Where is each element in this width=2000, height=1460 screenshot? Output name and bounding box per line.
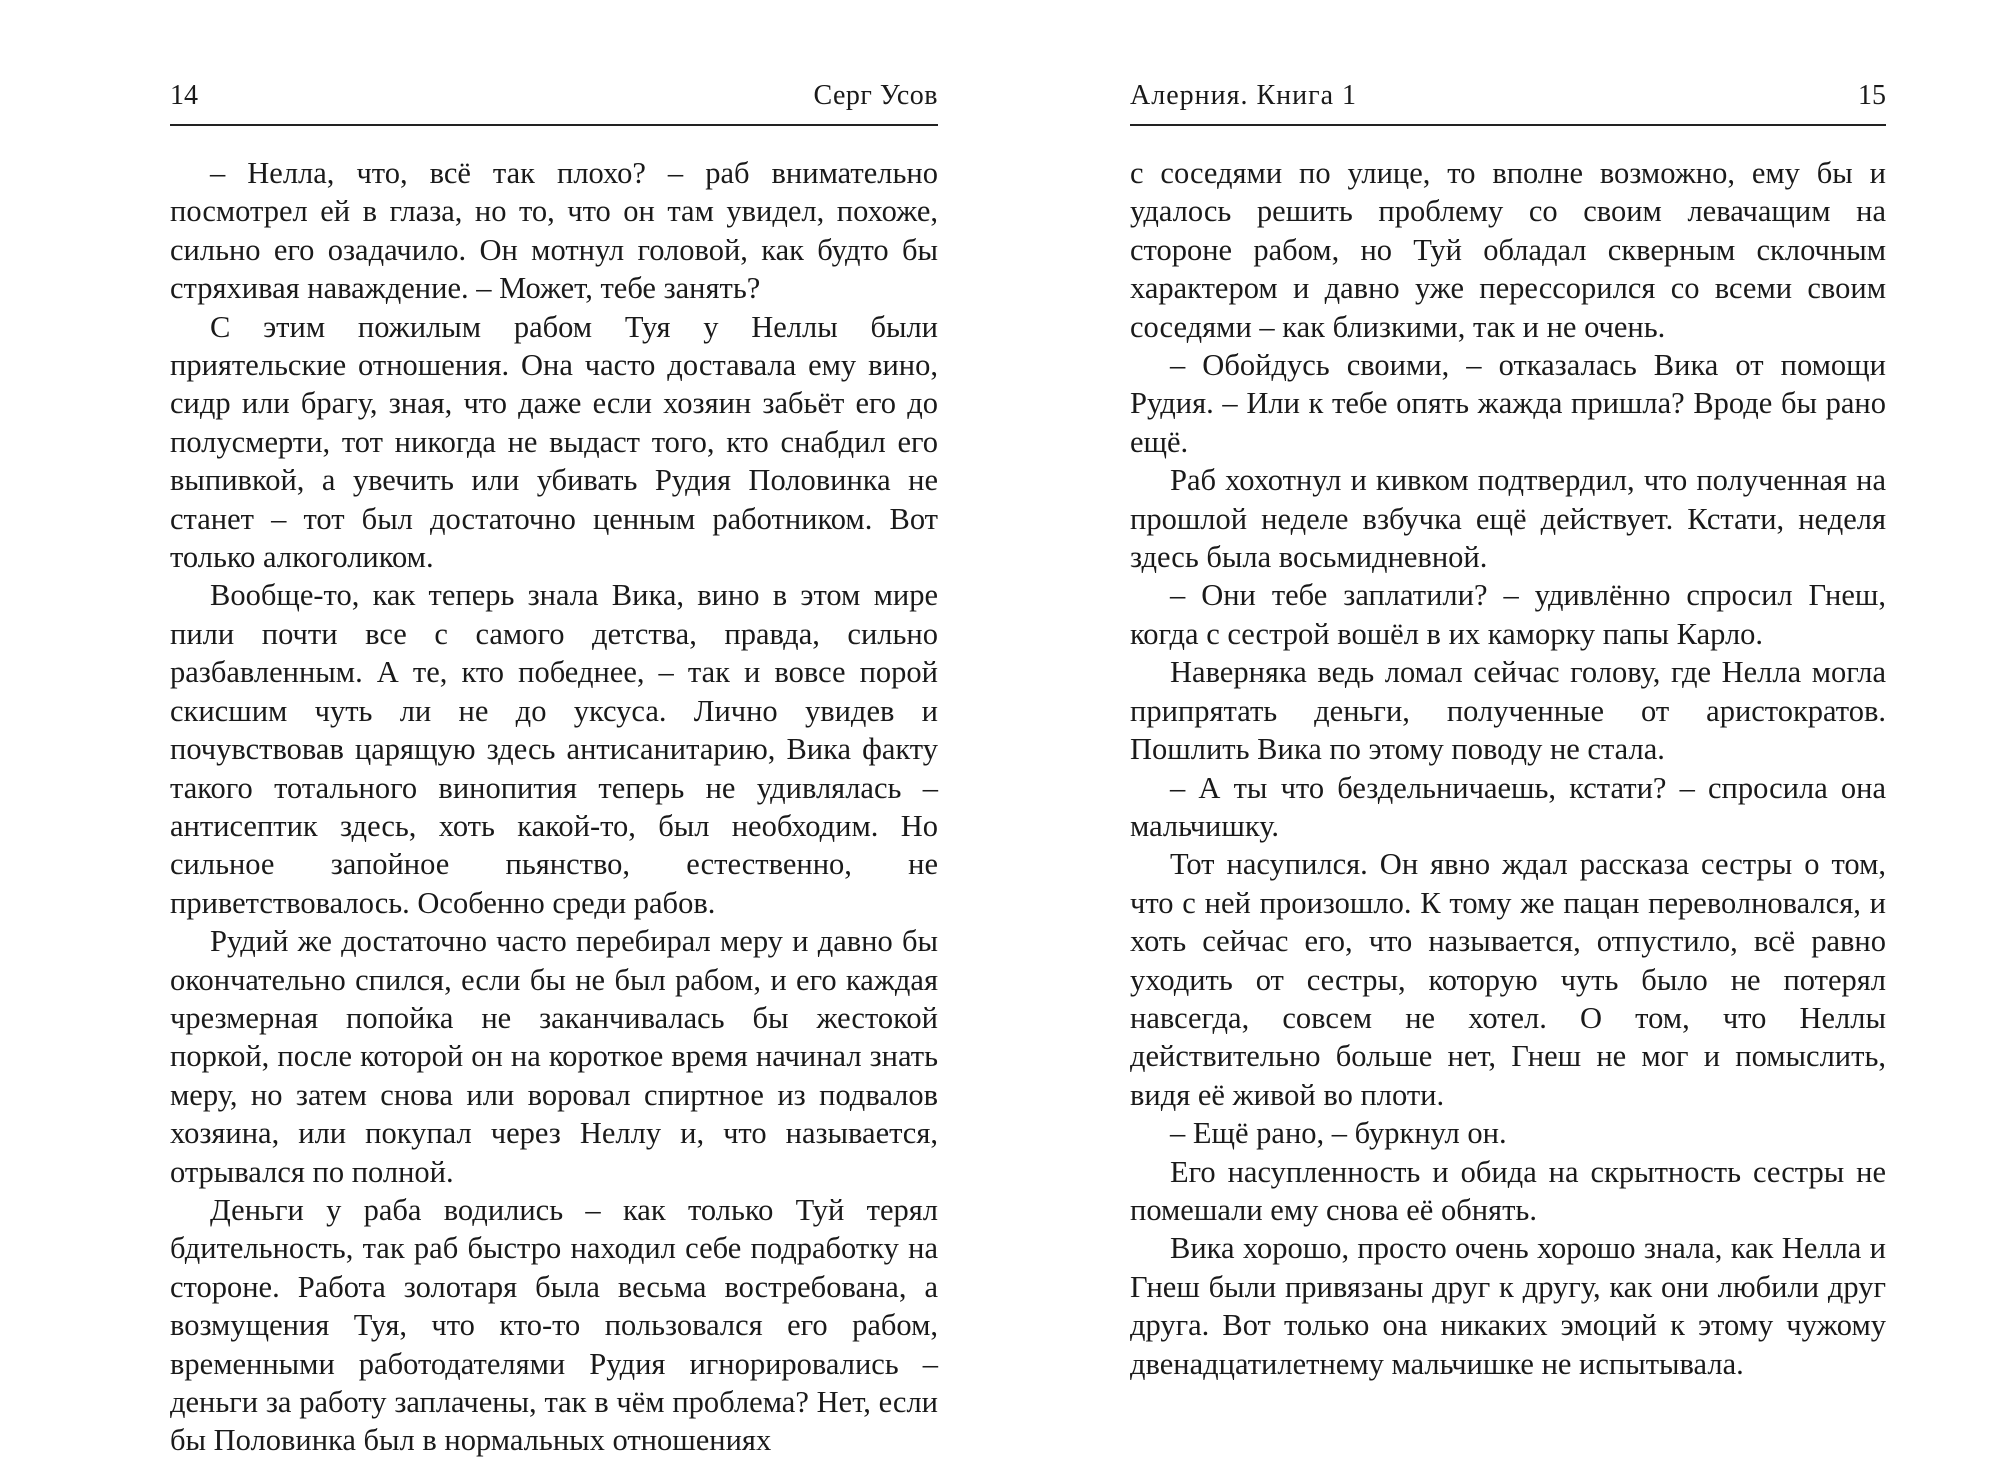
paragraph: – Ещё рано, – буркнул он. <box>1170 1116 1507 1151</box>
paragraph: Вообще-то, как теперь знала Вика, вино в этом мире пили почти все с самого детства, правда, сильно разбавленным. А те, кто победнее, – так и вовсе порой скисшим чуть ли не до уксуса. Лично увидев и почувствовав царящую здесь антисанитарию, Вика факту такого тотального винопития теперь не удивлялась – антисептик здесь, хоть какой-то, был необходим. Но сильное запойное пьянство, естественно, не приветствовалось. Особенно среди рабов. <box>170 578 938 920</box>
page-number-left: 14 <box>170 80 198 111</box>
running-head-author: Серг Усов <box>813 80 938 111</box>
running-head-title: Алерния. Книга 1 <box>1130 80 1358 111</box>
right-page-text <box>1130 154 1886 1383</box>
paragraph: – Нелла, что, всё так плохо? – раб внимательно посмотрел ей в глаза, но то, что он там увидел, похоже, сильно его озадачило. Он мотнул головой, как будто бы стряхивая наваждение. – Может, тебе занять? <box>170 156 938 306</box>
paragraph: Его насупленность и обида на скрытность сестры не помешали ему снова её обнять. <box>1130 1154 1886 1227</box>
paragraph: Тот насупился. Он явно ждал рассказа сестры о том, что с ней произошло. К тому же пацан переволновался, и хоть сейчас его, что называется, отпустило, всё равно уходить от сестры, которую чуть было не потерял навсегда, совсем не хотел. О том, что Неллы действительно больше нет, Гнеш не мог и помыслить, видя её живой во плоти. <box>1130 847 1886 1112</box>
page-number-right: 15 <box>1858 80 1886 111</box>
left-page <box>170 0 938 1458</box>
right-page-header <box>1130 78 1886 126</box>
paragraph: Раб хохотнул и кивком подтвердил, что полученная на прошлой неделе взбучка ещё действует. Кстати, неделя здесь была восьмидневной. <box>1130 463 1886 575</box>
paragraph: с соседями по улице, то вполне возможно, ему бы и удалось решить проблему со своим левачащим на стороне рабом, но Туй обладал скверным склочным характером и давно уже перессорился со всеми своим соседями – как близкими, так и не очень. <box>1130 156 1886 344</box>
paragraph: С этим пожилым рабом Туя у Неллы были приятельские отношения. Она часто доставала ему вино, сидр или брагу, зная, что даже если хозяин забьёт его до полусмерти, тот никогда не выдаст того, кто снабдил его выпивкой, а увечить или убивать Рудия Половинка не станет – тот был достаточно ценным работником. Вот только алкоголиком. <box>170 309 938 575</box>
paragraph: Вика хорошо, просто очень хорошо знала, как Нелла и Гнеш были привязаны друг к другу, как они любили друг друга. Вот только она никаких эмоций к этому чужому двенадцатилетнему мальчишке не испытывала. <box>1130 1231 1886 1381</box>
left-page-text <box>170 154 938 1460</box>
paragraph: – Обойдусь своими, – отказалась Вика от помощи Рудия. – Или к тебе опять жажда пришла? Вроде бы рано ещё. <box>1130 348 1886 459</box>
paragraph: Рудий же достаточно часто перебирал меру и давно бы окончательно спился, если бы не был рабом, и его каждая чрезмерная попойка не заканчивалась бы жестокой поркой, после которой он на короткое время начинал знать меру, но затем снова или воровал спиртное из подвалов хозяина, или покупал через Неллу и, что называется, отрывался по полной. <box>170 924 938 1189</box>
paragraph: – А ты что бездельничаешь, кстати? – спросила она мальчишку. <box>1130 770 1886 843</box>
right-page <box>1130 0 1886 1454</box>
left-page-header <box>170 78 938 126</box>
paragraph: Наверняка ведь ломал сейчас голову, где Нелла могла припрятать деньги, полученные от аристократов. Пошлить Вика по этому поводу не стала. <box>1130 655 1886 767</box>
paragraph: – Они тебе заплатили? – удивлённо спросил Гнеш, когда с сестрой вошёл в их каморку папы Карло. <box>1130 578 1886 651</box>
paragraph: Деньги у раба водились – как только Туй терял бдительность, так раб быстро находил себе подработку на стороне. Работа золотаря была весьма востребована, а возмущения Туя, что кто-то пользовался его рабом, временными работодателями Рудия игнорировались – деньги за работу заплачены, так в чём проблема? Нет, если бы Половинка был в нормальных отношениях <box>170 1192 938 1458</box>
